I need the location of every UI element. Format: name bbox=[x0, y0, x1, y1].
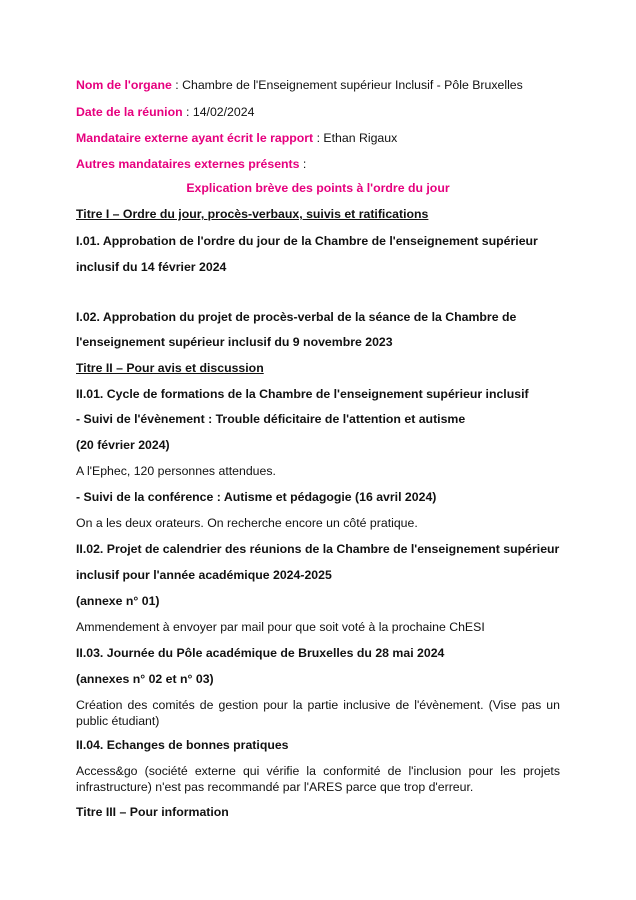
others-value: : bbox=[299, 157, 307, 171]
meta-others-line bbox=[76, 156, 560, 172]
meta-organ-line bbox=[76, 77, 560, 93]
item-i02-title-line1: I.02. Approbation du projet de procès-verbal de la séance de la Chambre de bbox=[76, 310, 517, 324]
meta-date-line bbox=[76, 104, 560, 120]
titre-3-heading: Titre III – Pour information bbox=[76, 805, 229, 819]
item-ii04-title: II.04. Echanges de bonnes pratiques bbox=[76, 738, 289, 752]
organ-label: Nom de l'organe bbox=[76, 78, 172, 92]
item-ii02-note: Ammendement à envoyer par mail pour que soit voté à la prochaine ChESI bbox=[76, 620, 485, 634]
author-value: : Ethan Rigaux bbox=[313, 131, 398, 145]
date-value: : 14/02/2024 bbox=[182, 105, 255, 119]
organ-value: : Chambre de l'Enseignement supérieur Inclusif - Pôle Bruxelles bbox=[171, 78, 523, 92]
item-ii03-note: Création des comités de gestion pour la partie inclusive de l'évènement. (Vise pas un public étudiant) bbox=[76, 698, 560, 728]
agenda-explanation-heading: Explication brève des points à l'ordre du jour bbox=[186, 181, 450, 195]
item-ii01-event-date: (20 février 2024) bbox=[76, 438, 170, 452]
item-ii01-event-note: A l'Ephec, 120 personnes attendues. bbox=[76, 464, 276, 478]
meta-author-line bbox=[76, 130, 560, 146]
item-ii01-event-followup: - Suivi de l'évènement : Trouble déficitaire de l'attention et autisme bbox=[76, 412, 466, 426]
item-i01-title-line2: inclusif du 14 février 2024 bbox=[76, 260, 227, 274]
item-i02-title-line2: l'enseignement supérieur inclusif du 9 novembre 2023 bbox=[76, 335, 393, 349]
item-ii01-conference-followup: - Suivi de la conférence : Autisme et pédagogie (16 avril 2024) bbox=[76, 490, 437, 504]
item-ii02-annex: (annexe n° 01) bbox=[76, 594, 160, 608]
item-ii01-title: II.01. Cycle de formations de la Chambre de l'enseignement supérieur inclusif bbox=[76, 387, 529, 401]
item-ii03-annexes: (annexes n° 02 et n° 03) bbox=[76, 672, 214, 686]
item-ii03-title: II.03. Journée du Pôle académique de Bruxelles du 28 mai 2024 bbox=[76, 646, 445, 660]
item-ii01-conference-note: On a les deux orateurs. On recherche encore un côté pratique. bbox=[76, 516, 418, 530]
titre-1-heading: Titre I – Ordre du jour, procès-verbaux, suivis et ratifications bbox=[76, 207, 429, 221]
item-ii02-title-line1: II.02. Projet de calendrier des réunions de la Chambre de l'enseignement supérieur bbox=[76, 542, 560, 556]
others-label: Autres mandataires externes présents bbox=[76, 157, 300, 171]
titre-2-heading: Titre II – Pour avis et discussion bbox=[76, 361, 264, 375]
date-label: Date de la réunion bbox=[76, 105, 183, 119]
item-ii04-note: Access&go (société externe qui vérifie la conformité de l'inclusion pour les projets infrastructure) n'est pas recommandé par l'ARES parce que trop d'erreur. bbox=[76, 764, 560, 794]
author-label: Mandataire externe ayant écrit le rapport bbox=[76, 131, 314, 145]
item-i01-title-line1: I.01. Approbation de l'ordre du jour de la Chambre de l'enseignement supérieur bbox=[76, 234, 538, 248]
item-ii02-title-line2: inclusif pour l'année académique 2024-2025 bbox=[76, 568, 332, 582]
